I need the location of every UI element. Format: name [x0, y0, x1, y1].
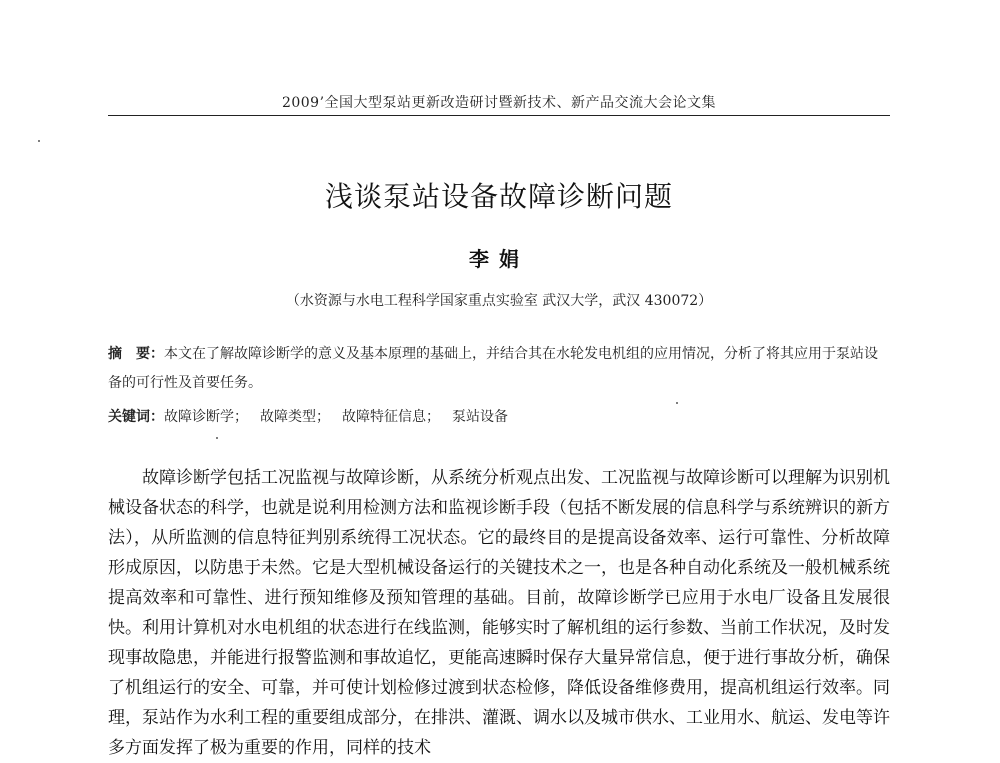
running-header: 2009’全国大型泵站更新改造研讨暨新技术、新产品交流大会论文集 [281, 95, 717, 111]
header-rule [108, 115, 890, 116]
abstract [108, 340, 890, 398]
keyword-item: 故障特征信息； [342, 409, 440, 425]
keywords [108, 405, 890, 429]
body-paragraph: 故障诊断学包括工况监视与故障诊断，从系统分析观点出发、工况监视与故障诊断可以理解为识别机械设备状态的科学，也就是说利用检测方法和监视诊断手段（包括不断发展的信息科学与系统辨识的新方法），从所监测的信息特征判别系统得工况状态。它的最终目的是提高设备效率、运行可靠性、分析故障形成原因，以防患于未然。它是大型机械设备运行的关键技术之一，也是各种自动化系统及一般机械系统提高效率和可靠性、进行预知维修及预知管理的基础。目前，故障诊断学已应用于水电厂设备且发展很快。利用计算机对水电机组的状态进行在线监测，能够实时了解机组的运行参数、当前工作状况，及时发现事故隐患，并能进行报警监测和事故追忆，更能高速瞬时保存大量异常信息，便于进行事故分析，确保了机组运行的安全、可靠，并可使计划检修过渡到状态检修，降低设备维修费用，提高机组运行效率。同理，泵站作为水利工程的重要组成部分，在排洪、灌溉、调水以及城市供水、工业用水、航运、发电等许多方面发挥了极为重要的作用，同样的技术 [108, 468, 890, 758]
scan-speck [676, 402, 678, 404]
keyword-item: 泵站设备 [452, 409, 508, 425]
abstract-label: 摘 要： [108, 346, 164, 362]
scan-speck [216, 437, 218, 439]
keywords-label: 关键词： [108, 409, 164, 425]
paper-title: 浅谈泵站设备故障诊断问题 [324, 180, 673, 213]
author-name: 李娟 [469, 247, 529, 271]
abstract-text: 本文在了解故障诊断学的意义及基本原理的基础上，并结合其在水轮发电机组的应用情况，分析了将其应用于泵站设备的可行性及首要任务。 [108, 346, 878, 391]
scan-speck [38, 140, 40, 142]
keyword-item: 故障类型； [260, 409, 330, 425]
keyword-item: 故障诊断学； [164, 409, 248, 425]
author-affiliation: （水资源与水电工程科学国家重点实验室 武汉大学，武汉 430072） [285, 293, 713, 309]
